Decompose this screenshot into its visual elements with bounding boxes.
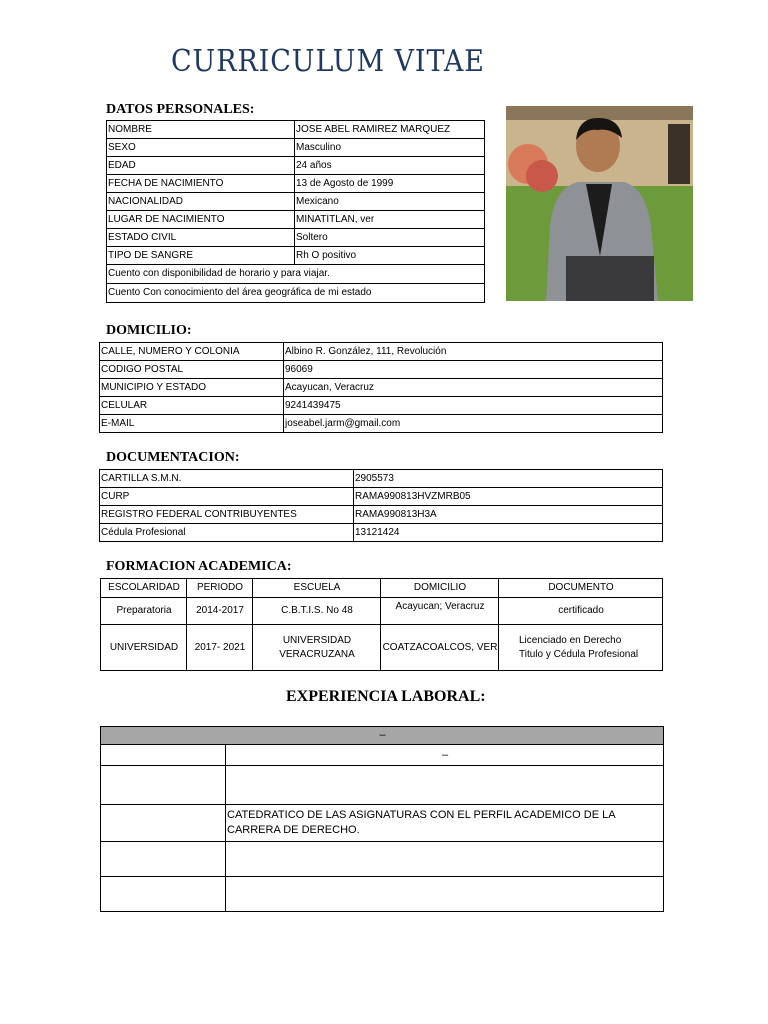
column-header: DOMICILIO bbox=[381, 579, 499, 598]
column-header: ESCUELA bbox=[253, 579, 381, 598]
field-label: CELULAR bbox=[100, 397, 284, 415]
table-row bbox=[107, 175, 485, 193]
column-header: – bbox=[101, 727, 664, 745]
field-label: E-MAIL bbox=[100, 415, 284, 433]
table-row bbox=[100, 361, 663, 379]
domicilio-table bbox=[99, 342, 663, 433]
profile-photo-image bbox=[506, 106, 693, 301]
table-cell bbox=[101, 766, 226, 805]
personal-heading: DATOS PERSONALES: bbox=[106, 102, 255, 117]
field-label: CARTILLA S.M.N. bbox=[100, 470, 354, 488]
table-cell: UNIVERSIDAD bbox=[101, 625, 187, 671]
table-row bbox=[101, 745, 664, 766]
table-cell bbox=[101, 842, 226, 877]
domicilio-heading: DOMICILIO: bbox=[106, 323, 192, 338]
table-row bbox=[107, 247, 485, 265]
field-label: MUNICIPIO Y ESTADO bbox=[100, 379, 284, 397]
experiencia-table bbox=[100, 726, 664, 912]
column-header: ESCOLARIDAD bbox=[101, 579, 187, 598]
personal-note: Cuento con disponibilidad de horario y para viajar. bbox=[107, 265, 485, 284]
table-cell: certificado bbox=[499, 598, 663, 625]
profile-photo bbox=[506, 106, 693, 301]
table-row bbox=[107, 229, 485, 247]
formacion-heading: FORMACION ACADEMICA: bbox=[106, 559, 292, 574]
field-label: CODIGO POSTAL bbox=[100, 361, 284, 379]
table-row bbox=[101, 598, 663, 625]
field-value: Masculino bbox=[295, 139, 485, 157]
field-value: 96069 bbox=[284, 361, 663, 379]
column-header: PERIODO bbox=[187, 579, 253, 598]
table-row bbox=[100, 415, 663, 433]
field-label: ESTADO CIVIL bbox=[107, 229, 295, 247]
field-value: Rh O positivo bbox=[295, 247, 485, 265]
table-cell bbox=[101, 745, 226, 766]
formacion-table bbox=[100, 578, 663, 671]
table-row bbox=[100, 397, 663, 415]
field-value: Albino R. González, 111, Revolución bbox=[284, 343, 663, 361]
table-cell: Licenciado en Derecho Titulo y Cédula Profesional bbox=[499, 625, 663, 671]
field-label: NOMBRE bbox=[107, 121, 295, 139]
column-header: DOCUMENTO bbox=[499, 579, 663, 598]
table-cell: – bbox=[226, 745, 664, 766]
field-value: RAMA990813HVZMRB05 bbox=[354, 488, 663, 506]
field-label: TIPO DE SANGRE bbox=[107, 247, 295, 265]
table-cell: 2014-2017 bbox=[187, 598, 253, 625]
table-row bbox=[101, 842, 664, 877]
table-cell bbox=[101, 805, 226, 842]
field-value: Soltero bbox=[295, 229, 485, 247]
experiencia-heading: EXPERIENCIA LABORAL: bbox=[286, 688, 486, 705]
table-row bbox=[107, 211, 485, 229]
table-row bbox=[101, 766, 664, 805]
table-cell bbox=[101, 877, 226, 912]
table-row bbox=[107, 121, 485, 139]
field-label: NACIONALIDAD bbox=[107, 193, 295, 211]
table-cell bbox=[226, 766, 664, 805]
field-label: EDAD bbox=[107, 157, 295, 175]
table-row bbox=[107, 139, 485, 157]
documentacion-table bbox=[99, 469, 663, 542]
field-value: 2905573 bbox=[354, 470, 663, 488]
table-row bbox=[101, 805, 664, 842]
field-label: CURP bbox=[100, 488, 354, 506]
field-label: Cédula Profesional bbox=[100, 524, 354, 542]
table-row bbox=[100, 506, 663, 524]
field-value: MINATITLAN, ver bbox=[295, 211, 485, 229]
field-value: 13121424 bbox=[354, 524, 663, 542]
header-row bbox=[101, 727, 664, 745]
table-row bbox=[107, 265, 485, 284]
table-row bbox=[107, 193, 485, 211]
table-row bbox=[107, 284, 485, 303]
field-value: Acayucan, Veracruz bbox=[284, 379, 663, 397]
table-row bbox=[100, 379, 663, 397]
field-value: joseabel.jarm@gmail.com bbox=[284, 415, 663, 433]
table-cell bbox=[226, 877, 664, 912]
table-cell: C.B.T.I.S. No 48 bbox=[253, 598, 381, 625]
table-row bbox=[101, 877, 664, 912]
personal-table bbox=[106, 120, 485, 303]
table-row bbox=[100, 343, 663, 361]
field-label: LUGAR DE NACIMIENTO bbox=[107, 211, 295, 229]
field-label: REGISTRO FEDERAL CONTRIBUYENTES bbox=[100, 506, 354, 524]
field-value: 13 de Agosto de 1999 bbox=[295, 175, 485, 193]
table-cell: COATZACOALCOS, VER bbox=[381, 625, 499, 671]
field-value: 9241439475 bbox=[284, 397, 663, 415]
table-row bbox=[101, 625, 663, 671]
field-label: SEXO bbox=[107, 139, 295, 157]
field-value: Mexicano bbox=[295, 193, 485, 211]
personal-note: Cuento Con conocimiento del área geográfica de mi estado bbox=[107, 284, 485, 303]
table-row bbox=[100, 470, 663, 488]
page-title: CURRICULUM VITAE bbox=[171, 44, 485, 79]
field-label: FECHA DE NACIMIENTO bbox=[107, 175, 295, 193]
table-cell: UNIVERSIDAD VERACRUZANA bbox=[253, 625, 381, 671]
table-cell: Acayucan; Veracruz bbox=[381, 598, 499, 625]
field-value: JOSE ABEL RAMIREZ MARQUEZ bbox=[295, 121, 485, 139]
table-row bbox=[107, 157, 485, 175]
field-label: CALLE, NUMERO Y COLONIA bbox=[100, 343, 284, 361]
table-cell: 2017- 2021 bbox=[187, 625, 253, 671]
table-row bbox=[100, 488, 663, 506]
table-row bbox=[100, 524, 663, 542]
table-cell: CATEDRATICO DE LAS ASIGNATURAS CON EL PERFIL ACADEMICO DE LA CARRERA DE DERECHO. bbox=[226, 805, 664, 842]
field-value: RAMA990813H3A bbox=[354, 506, 663, 524]
table-cell bbox=[226, 842, 664, 877]
table-cell: Preparatoria bbox=[101, 598, 187, 625]
header-row bbox=[101, 579, 663, 598]
documentacion-heading: DOCUMENTACION: bbox=[106, 450, 240, 465]
field-value: 24 años bbox=[295, 157, 485, 175]
